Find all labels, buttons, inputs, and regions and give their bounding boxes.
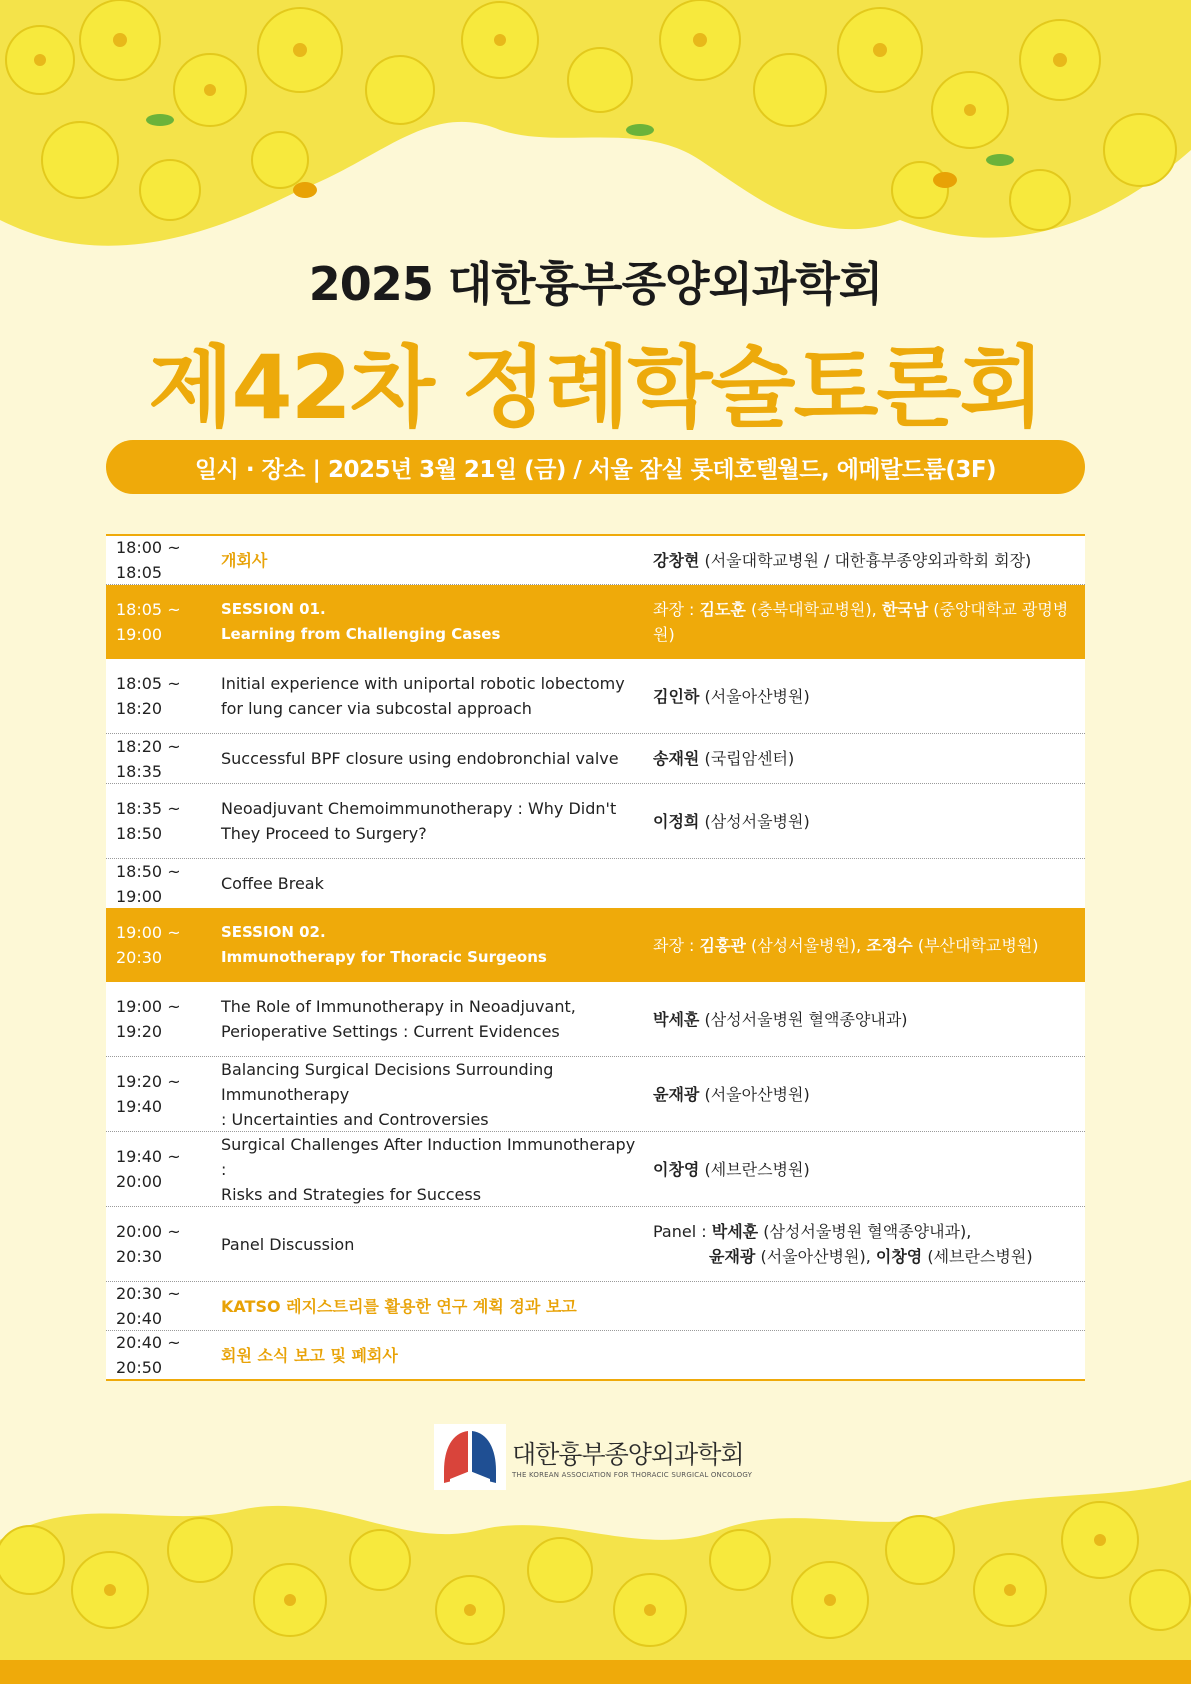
row-title: Panel Discussion — [221, 1234, 355, 1254]
program-row — [106, 1207, 1085, 1282]
session-row — [106, 908, 1085, 982]
row-speaker — [645, 809, 1085, 834]
panelist-affiliation: (서울아산병원), — [760, 1247, 871, 1266]
speaker-name: 강창현 — [653, 550, 700, 570]
chair-affiliation: (삼성서울병원), — [750, 935, 862, 955]
row-title — [219, 1132, 645, 1207]
row-time: 20:00 ~ 20:30 — [116, 1222, 181, 1266]
flower-illustration — [0, 0, 1191, 270]
row-speaker — [645, 548, 1085, 573]
row-time: 18:05 ~ 18:20 — [116, 674, 181, 718]
program-row — [106, 734, 1085, 784]
session-title — [219, 597, 645, 647]
speaker-name: 송재원 — [653, 749, 700, 768]
row-time: 19:00 ~ 19:20 — [116, 997, 181, 1041]
forsythia-flowers-bottom — [0, 1470, 1191, 1670]
row-time: 19:40 ~ 20:00 — [116, 1147, 181, 1191]
program-row — [106, 982, 1085, 1057]
title-line: Neoadjuvant Chemoimmunotherapy : Why Didn't — [221, 799, 617, 818]
chair-name: 김홍관 — [699, 935, 746, 955]
row-title — [219, 1057, 645, 1132]
panel-prefix: Panel : — [653, 1222, 707, 1241]
speaker-affiliation: (서울대학교병원 / 대한흉부종양외과학회 회장) — [704, 550, 1032, 570]
program-table — [106, 534, 1085, 1381]
title-line: Balancing Surgical Decisions Surrounding Immunotherapy — [221, 1059, 554, 1104]
chair-name: 조정수 — [866, 935, 913, 955]
chair-prefix: 좌장 : — [653, 600, 695, 619]
title-line: The Role of Immunotherapy in Neoadjuvant, — [221, 997, 576, 1016]
row-speaker — [645, 746, 1085, 771]
row-time: 18:50 ~ 19:00 — [116, 861, 181, 906]
title-line: Perioperative Settings : Current Evidences — [221, 1022, 560, 1041]
title-line: for lung cancer via subcostal approach — [221, 699, 532, 718]
speaker-name: 이창영 — [653, 1159, 700, 1179]
row-time: 20:40 ~ 20:50 — [116, 1333, 181, 1377]
program-row — [106, 859, 1085, 908]
session-name: Immunotherapy for Thoracic Surgeons — [221, 948, 547, 966]
speaker-affiliation: (세브란스병원) — [704, 1159, 810, 1179]
panelist-name: 윤재광 — [709, 1247, 756, 1266]
program-row — [106, 536, 1085, 585]
row-speaker — [645, 684, 1085, 709]
speaker-affiliation: (국립암센터) — [704, 749, 795, 768]
title-line: Risks and Strategies for Success — [221, 1184, 482, 1204]
chair-name: 한국남 — [881, 600, 929, 619]
session-title — [219, 920, 645, 970]
panel-speakers — [645, 1219, 1085, 1269]
bottom-band — [0, 1660, 1191, 1684]
row-speaker — [645, 1007, 1085, 1032]
date-venue-text: 일시 · 장소 | 2025년 3월 21일 (금) / 서울 잠실 롯데호텔월드, 에메랄드룸(3F) — [194, 456, 997, 483]
chair-affiliation: (충북대학교병원), — [750, 600, 877, 619]
row-speaker — [645, 1082, 1085, 1107]
forsythia-flowers-top — [0, 0, 1191, 270]
session-row — [106, 585, 1085, 659]
row-title: KATSO 레지스트리를 활용한 연구 계획 경과 보고 — [221, 1296, 577, 1316]
row-title — [219, 994, 645, 1044]
panelist-affiliation: (세브란스병원) — [927, 1247, 1033, 1266]
event-title: 제42차 정례학술토론회 — [148, 336, 1043, 439]
date-venue-banner — [106, 440, 1085, 494]
title-line: Initial experience with uniportal robotic lobectomy — [221, 674, 625, 693]
row-time: 19:00 ~ 20:30 — [116, 923, 181, 967]
row-speaker — [645, 1157, 1085, 1182]
row-time: 18:35 ~ 18:50 — [116, 799, 181, 843]
title-line: They Proceed to Surgery? — [221, 824, 427, 843]
row-time: 19:20 ~ 19:40 — [116, 1072, 181, 1116]
title-line: Surgical Challenges After Induction Immunotherapy : — [221, 1134, 636, 1179]
row-time: 18:05 ~ 19:00 — [116, 600, 181, 644]
logo-name-korean: 대한흉부종양외과학회 — [512, 1440, 744, 1469]
title-line: : Uncertainties and Controversies — [221, 1109, 489, 1129]
flower-illustration — [0, 1470, 1191, 1670]
row-title: 개회사 — [221, 550, 268, 570]
row-time: 18:00 ~ 18:05 — [116, 538, 181, 582]
speaker-name: 박세훈 — [653, 1009, 700, 1029]
session-number: SESSION 01. — [221, 600, 326, 618]
organization-title: 2025 대한흉부종양외과학회 — [308, 257, 883, 311]
speaker-name: 이정희 — [653, 811, 700, 831]
chair-name: 김도훈 — [699, 600, 746, 619]
speaker-affiliation: (삼성서울병원 혈액종양내과) — [704, 1009, 908, 1029]
row-title — [219, 671, 645, 721]
speaker-name: 김인하 — [653, 686, 700, 706]
row-title: Coffee Break — [221, 874, 324, 893]
program-row — [106, 1132, 1085, 1207]
chair-prefix: 좌장 : — [653, 935, 695, 955]
program-row — [106, 1282, 1085, 1331]
row-time: 18:20 ~ 18:35 — [116, 736, 181, 781]
row-title: 회원 소식 보고 및 폐회사 — [221, 1345, 398, 1365]
speaker-affiliation: (삼성서울병원) — [704, 811, 810, 831]
speaker-affiliation: (서울아산병원) — [704, 1084, 810, 1104]
panelist-name: 박세훈 — [711, 1222, 759, 1241]
row-title — [219, 796, 645, 846]
chair-affiliation: (중앙대학교 광명병원) — [653, 600, 1069, 644]
row-title: Successful BPF closure using endobronchial valve — [221, 749, 619, 768]
panelist-name: 이창영 — [875, 1247, 923, 1266]
logo-name-english: THE KOREAN ASSOCIATION FOR THORACIC SURGICAL ONCOLOGY — [512, 1471, 753, 1479]
panelist-affiliation: (삼성서울병원 혈액종양내과), — [763, 1222, 972, 1241]
program-row — [106, 784, 1085, 859]
program-row — [106, 1057, 1085, 1132]
speaker-name: 윤재광 — [653, 1084, 700, 1104]
speaker-affiliation: (서울아산병원) — [704, 686, 810, 706]
session-chairs — [645, 597, 1085, 647]
session-chairs — [645, 933, 1085, 958]
session-number: SESSION 02. — [221, 923, 326, 941]
program-row — [106, 1331, 1085, 1379]
chair-affiliation: (부산대학교병원) — [917, 935, 1039, 955]
row-time: 20:30 ~ 20:40 — [116, 1284, 181, 1328]
session-name: Learning from Challenging Cases — [221, 625, 501, 643]
program-row — [106, 659, 1085, 734]
